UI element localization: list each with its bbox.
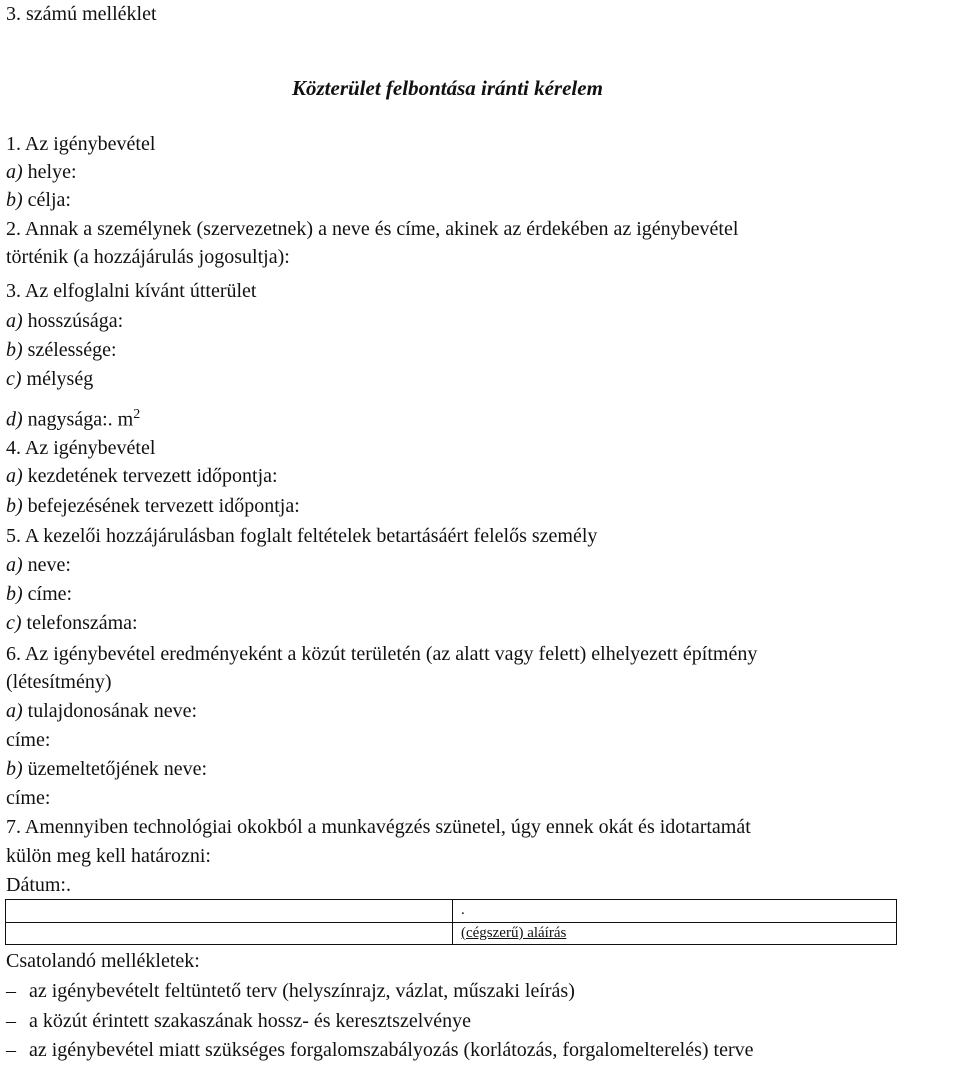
item-text: címe:: [27, 583, 73, 605]
item-text: neve:: [27, 554, 71, 576]
signature-label-text: (cégszerű) aláírás: [461, 924, 567, 941]
signature-label: [453, 922, 897, 945]
section6-item-a-address: címe:: [6, 729, 51, 751]
dash-icon: –: [6, 980, 16, 1002]
item-label: c): [6, 612, 22, 634]
item-text: mélység: [26, 368, 94, 390]
item-text: befejezésének tervezett időpontja:: [27, 495, 300, 517]
section4-item-a: [6, 464, 278, 488]
section6-line1: 6. Az igénybevétel eredményeként a közút területén (az alatt vagy felett) elhelyezett építmény: [6, 643, 758, 665]
item-label: b): [6, 339, 23, 361]
attachment-item: [6, 1038, 754, 1062]
item-label: b): [6, 495, 23, 517]
dash-icon: –: [6, 1010, 16, 1032]
item-label: c): [6, 368, 22, 390]
section6-item-b-address: címe:: [6, 787, 51, 809]
item-label: a): [6, 554, 23, 576]
item-text: telefonszáma:: [26, 612, 138, 634]
item-text: helye:: [27, 161, 77, 183]
page-title: Közterület felbontása iránti kérelem: [292, 76, 603, 100]
signature-dot-cell[interactable]: .: [453, 900, 897, 923]
section3-item-d: [6, 403, 140, 432]
section4-item-b: [6, 494, 300, 518]
signature-cell-left[interactable]: [6, 900, 453, 923]
section3-item-b: [6, 338, 117, 362]
section2-line2: történik (a hozzájárulás jogosultja):: [6, 246, 290, 268]
date-label: Dátum:.: [6, 874, 71, 896]
item-text: nagysága:. m: [27, 408, 134, 431]
attachment-item: [6, 1009, 471, 1033]
item-label: a): [6, 310, 23, 332]
item-label: b): [6, 189, 23, 211]
item-text: tulajdonosának neve:: [27, 700, 198, 722]
item-label: a): [6, 161, 23, 183]
item-label: b): [6, 583, 23, 605]
table-row: [6, 900, 897, 923]
annex-label: 3. számú melléklet: [6, 3, 157, 25]
section3-heading: 3. Az elfoglalni kívánt útterület: [6, 280, 257, 302]
item-label: d): [6, 408, 23, 431]
section1-item-a: [6, 160, 77, 184]
section1-item-b: [6, 188, 71, 212]
item-text: célja:: [27, 189, 71, 211]
item-text: üzemeltetőjének neve:: [27, 758, 208, 780]
section6-item-a: [6, 699, 197, 723]
item-label: a): [6, 700, 23, 722]
attachment-text: az igénybevételt feltüntető terv (helyszínrajz, vázlat, műszaki leírás): [29, 980, 575, 1002]
attachments-heading: Csatolandó mellékletek:: [6, 950, 200, 972]
section4-heading: 4. Az igénybevétel: [6, 437, 156, 459]
item-label: b): [6, 758, 23, 780]
section3-item-c: [6, 367, 93, 391]
attachment-text: az igénybevétel miatt szükséges forgalomszabályozás (korlátozás, forgalomelterelés) terve: [29, 1039, 754, 1061]
signature-table: [5, 899, 897, 945]
section7-line1: 7. Amennyiben technológiai okokból a munkavégzés szünetel, úgy ennek okát és idotartamát: [6, 816, 751, 838]
unit-superscript: 2: [133, 407, 141, 422]
signature-cell-left: [6, 922, 453, 945]
section6-item-b: [6, 757, 207, 781]
attachment-text: a közút érintett szakaszának hossz- és keresztszelvénye: [29, 1010, 472, 1032]
item-text: szélessége:: [27, 339, 117, 361]
section2-line1: 2. Annak a személynek (szervezetnek) a neve és címe, akinek az érdekében az igénybevétel: [6, 218, 739, 240]
section7-line2: külön meg kell határozni:: [6, 845, 211, 867]
section1-heading: 1. Az igénybevétel: [6, 133, 156, 155]
section5-item-c: [6, 611, 138, 635]
attachment-item: [6, 979, 575, 1003]
item-label: a): [6, 465, 23, 487]
section5-item-b: [6, 582, 72, 606]
section3-item-a: [6, 309, 123, 333]
section6-line2: (létesítmény): [6, 671, 112, 693]
section5-item-a: [6, 553, 71, 577]
table-row: [6, 922, 897, 945]
item-text: hosszúsága:: [27, 310, 124, 332]
section5-heading: 5. A kezelői hozzájárulásban foglalt feltételek betartásáért felelős személy: [6, 525, 598, 547]
dash-icon: –: [6, 1039, 16, 1061]
item-text: kezdetének tervezett időpontja:: [27, 465, 278, 487]
